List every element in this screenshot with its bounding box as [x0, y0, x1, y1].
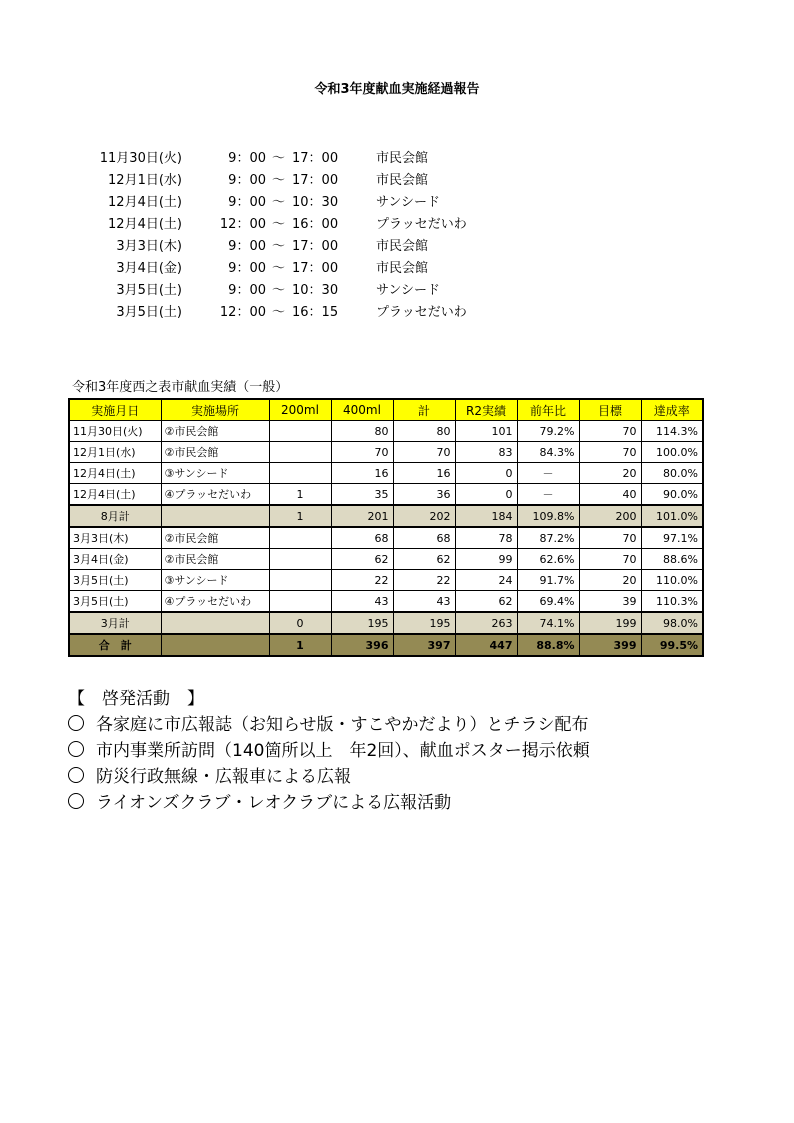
cell-place: ②市民会館	[161, 442, 269, 463]
activities-heading: 【 啓発活動 】	[68, 689, 204, 709]
schedule-start: 9：00	[228, 283, 266, 298]
cell-achievement: 110.0%	[641, 570, 703, 591]
cell-place	[161, 505, 269, 527]
schedule-end: 17：00	[292, 239, 339, 254]
cell-total: 22	[393, 570, 455, 591]
schedule-row	[0, 170, 794, 192]
circle-bullet-icon	[68, 767, 84, 783]
cell-target: 39	[579, 591, 641, 613]
table-header-row	[69, 399, 703, 421]
table-row	[69, 591, 703, 613]
schedule-tilde: ～	[272, 283, 286, 298]
cell-400ml: 68	[331, 527, 393, 549]
cell-place: ②市民会館	[161, 527, 269, 549]
cell-total: 80	[393, 421, 455, 442]
cell-achievement: 100.0%	[641, 442, 703, 463]
header-total: 計	[393, 399, 455, 421]
cell-date: 8月計	[69, 505, 161, 527]
schedule-row	[0, 280, 794, 302]
schedule-end: 17：00	[292, 261, 339, 276]
cell-200ml: 0	[269, 612, 331, 634]
circle-bullet-icon	[68, 715, 84, 731]
schedule-start: 9：00	[228, 173, 266, 188]
schedule-date: 12月4日(土)	[108, 217, 182, 232]
cell-r2: 83	[455, 442, 517, 463]
schedule-place: サンシード	[376, 195, 441, 210]
cell-400ml: 35	[331, 484, 393, 506]
cell-total: 202	[393, 505, 455, 527]
schedule-start: 9：00	[228, 261, 266, 276]
schedule-row	[0, 302, 794, 324]
cell-yoy: －	[517, 463, 579, 484]
cell-target: 200	[579, 505, 641, 527]
schedule-start: 9：00	[228, 151, 266, 166]
page-title: 令和3年度献血実施経過報告	[314, 82, 480, 97]
cell-achievement: 88.6%	[641, 549, 703, 570]
cell-date: 3月4日(金)	[69, 549, 161, 570]
schedule-tilde: ～	[272, 195, 286, 210]
cell-place	[161, 612, 269, 634]
cell-400ml: 62	[331, 549, 393, 570]
header-date: 実施月日	[69, 399, 161, 421]
header-target: 目標	[579, 399, 641, 421]
cell-total: 195	[393, 612, 455, 634]
grand-total-row	[69, 634, 703, 656]
cell-400ml: 16	[331, 463, 393, 484]
subtotal-row	[69, 612, 703, 634]
cell-400ml: 201	[331, 505, 393, 527]
header-yoy: 前年比	[517, 399, 579, 421]
table-title: 令和3年度西之表市献血実績（一般）	[72, 380, 289, 395]
schedule-place: プラッセだいわ	[376, 305, 467, 320]
cell-200ml	[269, 591, 331, 613]
activity-item	[68, 790, 590, 816]
cell-r2: 24	[455, 570, 517, 591]
cell-place: ②市民会館	[161, 549, 269, 570]
schedule-date: 3月5日(土)	[116, 283, 182, 298]
schedule-start: 12：00	[219, 305, 266, 320]
schedule-place: 市民会館	[376, 173, 429, 188]
header-achievement: 達成率	[641, 399, 703, 421]
schedule-start: 12：00	[219, 217, 266, 232]
cell-date: 3月計	[69, 612, 161, 634]
cell-200ml	[269, 442, 331, 463]
cell-yoy: 79.2%	[517, 421, 579, 442]
schedule-end: 17：00	[292, 151, 339, 166]
schedule-date: 3月3日(木)	[116, 239, 182, 254]
schedule-end: 10：30	[292, 195, 339, 210]
schedule-start: 9：00	[228, 239, 266, 254]
cell-yoy: 69.4%	[517, 591, 579, 613]
schedule-tilde: ～	[272, 173, 286, 188]
schedule-place: 市民会館	[376, 261, 429, 276]
cell-400ml: 43	[331, 591, 393, 613]
cell-achievement: 90.0%	[641, 484, 703, 506]
subtotal-row	[69, 505, 703, 527]
cell-date: 合 計	[69, 634, 161, 656]
cell-yoy: 91.7%	[517, 570, 579, 591]
results-table	[68, 398, 704, 657]
schedule-date: 3月4日(金)	[116, 261, 182, 276]
cell-achievement: 110.3%	[641, 591, 703, 613]
cell-target: 70	[579, 527, 641, 549]
cell-yoy: 109.8%	[517, 505, 579, 527]
activity-text: 市内事業所訪問（140箇所以上 年2回）、献血ポスター掲示依頼	[96, 741, 590, 761]
cell-400ml: 195	[331, 612, 393, 634]
schedule-date: 12月1日(水)	[108, 173, 182, 188]
table-row	[69, 527, 703, 549]
cell-target: 70	[579, 442, 641, 463]
cell-200ml: 1	[269, 484, 331, 506]
cell-date: 3月3日(木)	[69, 527, 161, 549]
cell-total: 397	[393, 634, 455, 656]
schedule-place: サンシード	[376, 283, 441, 298]
schedule-tilde: ～	[272, 151, 286, 166]
schedule-end: 17：00	[292, 173, 339, 188]
cell-date: 3月5日(土)	[69, 591, 161, 613]
cell-date: 12月1日(水)	[69, 442, 161, 463]
cell-r2: 78	[455, 527, 517, 549]
cell-200ml	[269, 421, 331, 442]
cell-place: ②市民会館	[161, 421, 269, 442]
cell-yoy: 62.6%	[517, 549, 579, 570]
cell-yoy: 87.2%	[517, 527, 579, 549]
cell-place: ③サンシード	[161, 570, 269, 591]
cell-total: 43	[393, 591, 455, 613]
cell-target: 20	[579, 463, 641, 484]
schedule-end: 10：30	[292, 283, 339, 298]
table-row	[69, 570, 703, 591]
schedule-tilde: ～	[272, 239, 286, 254]
cell-target: 20	[579, 570, 641, 591]
schedule-place: プラッセだいわ	[376, 217, 467, 232]
schedule-row	[0, 258, 794, 280]
cell-total: 68	[393, 527, 455, 549]
schedule-row	[0, 148, 794, 170]
cell-date: 3月5日(土)	[69, 570, 161, 591]
activity-text: 各家庭に市広報誌（お知らせ版・すこやかだより）とチラシ配布	[96, 715, 589, 735]
schedule-end: 16：15	[292, 305, 339, 320]
schedule-row	[0, 214, 794, 236]
cell-400ml: 22	[331, 570, 393, 591]
table-row	[69, 549, 703, 570]
cell-400ml: 396	[331, 634, 393, 656]
cell-target: 70	[579, 549, 641, 570]
cell-achievement: 114.3%	[641, 421, 703, 442]
header-place: 実施場所	[161, 399, 269, 421]
header-400ml: 400ml	[331, 399, 393, 421]
cell-yoy: 74.1%	[517, 612, 579, 634]
schedule-date: 11月30日(火)	[99, 151, 182, 166]
cell-total: 70	[393, 442, 455, 463]
cell-r2: 99	[455, 549, 517, 570]
table-row	[69, 484, 703, 506]
cell-achievement: 101.0%	[641, 505, 703, 527]
schedule-start: 9：00	[228, 195, 266, 210]
cell-date: 12月4日(土)	[69, 484, 161, 506]
schedule-tilde: ～	[272, 261, 286, 276]
schedule-tilde: ～	[272, 217, 286, 232]
cell-total: 16	[393, 463, 455, 484]
schedule-row	[0, 192, 794, 214]
cell-r2: 447	[455, 634, 517, 656]
cell-r2: 0	[455, 463, 517, 484]
header-r2-results: R2実績	[455, 399, 517, 421]
cell-400ml: 70	[331, 442, 393, 463]
cell-200ml	[269, 549, 331, 570]
cell-r2: 101	[455, 421, 517, 442]
activity-item	[68, 764, 590, 790]
cell-achievement: 99.5%	[641, 634, 703, 656]
cell-yoy: 88.8%	[517, 634, 579, 656]
circle-bullet-icon	[68, 741, 84, 757]
schedule-place: 市民会館	[376, 151, 429, 166]
table-row	[69, 442, 703, 463]
cell-achievement: 80.0%	[641, 463, 703, 484]
cell-target: 70	[579, 421, 641, 442]
cell-target: 399	[579, 634, 641, 656]
cell-place	[161, 634, 269, 656]
activities-section	[68, 686, 590, 816]
schedule-place: 市民会館	[376, 239, 429, 254]
cell-date: 12月4日(土)	[69, 463, 161, 484]
schedule-tilde: ～	[272, 305, 286, 320]
cell-r2: 62	[455, 591, 517, 613]
schedule-date: 3月5日(土)	[116, 305, 182, 320]
cell-r2: 263	[455, 612, 517, 634]
cell-400ml: 80	[331, 421, 393, 442]
cell-200ml	[269, 463, 331, 484]
cell-200ml	[269, 527, 331, 549]
schedule-end: 16：00	[292, 217, 339, 232]
cell-yoy: －	[517, 484, 579, 506]
cell-target: 199	[579, 612, 641, 634]
cell-place: ④プラッセだいわ	[161, 484, 269, 506]
cell-200ml	[269, 570, 331, 591]
table-row	[69, 463, 703, 484]
activity-text: 防災行政無線・広報車による広報	[96, 767, 351, 787]
cell-target: 40	[579, 484, 641, 506]
cell-place: ④プラッセだいわ	[161, 591, 269, 613]
activity-item	[68, 738, 590, 764]
cell-date: 11月30日(火)	[69, 421, 161, 442]
cell-achievement: 97.1%	[641, 527, 703, 549]
header-200ml: 200ml	[269, 399, 331, 421]
schedule-row	[0, 236, 794, 258]
cell-yoy: 84.3%	[517, 442, 579, 463]
cell-achievement: 98.0%	[641, 612, 703, 634]
table-row	[69, 421, 703, 442]
activity-item	[68, 712, 590, 738]
circle-bullet-icon	[68, 793, 84, 809]
activity-text: ライオンズクラブ・レオクラブによる広報活動	[96, 793, 452, 813]
cell-200ml: 1	[269, 634, 331, 656]
schedule-date: 12月4日(土)	[108, 195, 182, 210]
cell-r2: 184	[455, 505, 517, 527]
cell-r2: 0	[455, 484, 517, 506]
cell-200ml: 1	[269, 505, 331, 527]
cell-total: 62	[393, 549, 455, 570]
cell-place: ③サンシード	[161, 463, 269, 484]
cell-total: 36	[393, 484, 455, 506]
